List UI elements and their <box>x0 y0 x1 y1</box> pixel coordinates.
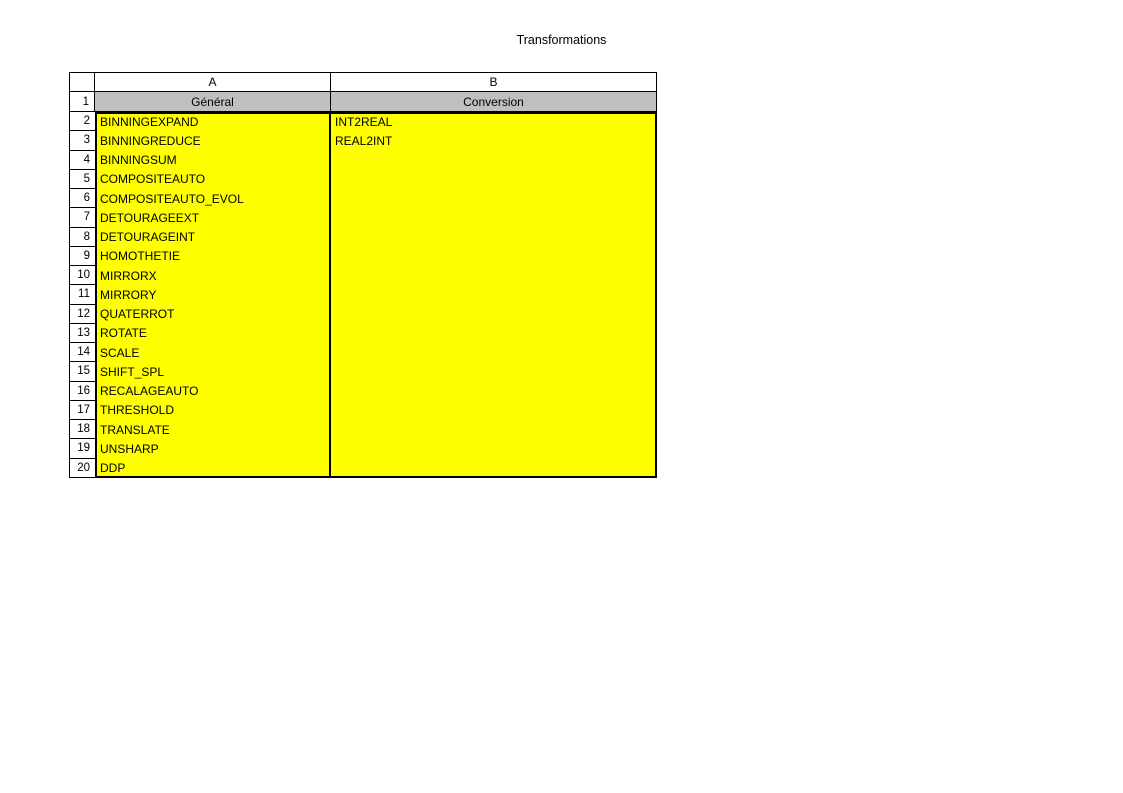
table-row <box>69 420 657 439</box>
row-number: 14 <box>69 343 95 362</box>
row-number: 4 <box>69 151 95 170</box>
cell-a: DDP <box>95 459 331 478</box>
table-row <box>69 459 657 478</box>
row-number: 9 <box>69 247 95 266</box>
table-row <box>69 266 657 285</box>
cell-a: THRESHOLD <box>95 401 331 420</box>
row-number: 13 <box>69 324 95 343</box>
table-row <box>69 228 657 247</box>
cell-a: RECALAGEAUTO <box>95 382 331 401</box>
cell-a: HOMOTHETIE <box>95 247 331 266</box>
cell-a: BINNINGSUM <box>95 151 331 170</box>
row-number: 7 <box>69 208 95 227</box>
cell-a: TRANSLATE <box>95 420 331 439</box>
cell-a: BINNINGEXPAND <box>95 112 331 131</box>
cell-b <box>331 382 657 401</box>
table-row <box>69 382 657 401</box>
cell-a: SHIFT_SPL <box>95 362 331 381</box>
table-row <box>69 401 657 420</box>
table-row <box>69 305 657 324</box>
table-row <box>69 208 657 227</box>
row-number: 6 <box>69 189 95 208</box>
row-number: 2 <box>69 112 95 131</box>
cell-b <box>331 266 657 285</box>
row-number: 19 <box>69 439 95 458</box>
table-row <box>69 247 657 266</box>
cell-a: COMPOSITEAUTO_EVOL <box>95 189 331 208</box>
cell-b <box>331 362 657 381</box>
row-number: 5 <box>69 170 95 189</box>
corner-cell <box>69 72 95 92</box>
row-number: 8 <box>69 228 95 247</box>
spreadsheet-table <box>69 72 657 478</box>
column-header-a: A <box>95 72 331 92</box>
table-row <box>69 362 657 381</box>
cell-b <box>331 459 657 478</box>
cell-b <box>331 343 657 362</box>
table-row <box>69 170 657 189</box>
cell-a1-general: Général <box>95 92 331 112</box>
row-number: 16 <box>69 382 95 401</box>
cell-b <box>331 305 657 324</box>
row-number: 17 <box>69 401 95 420</box>
cell-a: QUATERROT <box>95 305 331 324</box>
table-row <box>69 285 657 304</box>
cell-b <box>331 189 657 208</box>
row-number: 10 <box>69 266 95 285</box>
row-number: 15 <box>69 362 95 381</box>
table-row <box>69 112 657 131</box>
row-number: 20 <box>69 459 95 478</box>
table-row <box>69 189 657 208</box>
cell-a: DETOURAGEINT <box>95 228 331 247</box>
cell-b <box>331 439 657 458</box>
row-number: 18 <box>69 420 95 439</box>
row-number-1: 1 <box>69 92 95 112</box>
cell-a: BINNINGREDUCE <box>95 131 331 150</box>
cell-a: MIRRORX <box>95 266 331 285</box>
cell-b <box>331 170 657 189</box>
cell-b1-conversion: Conversion <box>331 92 657 112</box>
cell-b <box>331 247 657 266</box>
table-row <box>69 151 657 170</box>
header-row-1 <box>69 92 657 112</box>
cell-b <box>331 208 657 227</box>
row-number: 11 <box>69 285 95 304</box>
cell-a: MIRRORY <box>95 285 331 304</box>
data-rows-region <box>69 112 657 478</box>
cell-b <box>331 420 657 439</box>
table-row <box>69 439 657 458</box>
row-number: 12 <box>69 305 95 324</box>
table-row <box>69 343 657 362</box>
cell-b <box>331 151 657 170</box>
row-number: 3 <box>69 131 95 150</box>
cell-a: COMPOSITEAUTO <box>95 170 331 189</box>
cell-a: DETOURAGEEXT <box>95 208 331 227</box>
page-title: Transformations <box>516 33 607 47</box>
cell-b <box>331 324 657 343</box>
cell-a: ROTATE <box>95 324 331 343</box>
table-row <box>69 131 657 150</box>
table-row <box>69 324 657 343</box>
cell-b: REAL2INT <box>331 131 657 150</box>
cell-b: INT2REAL <box>331 112 657 131</box>
cell-a: SCALE <box>95 343 331 362</box>
cell-b <box>331 228 657 247</box>
cell-a: UNSHARP <box>95 439 331 458</box>
column-header-b: B <box>331 72 657 92</box>
cell-b <box>331 285 657 304</box>
column-letter-row <box>69 72 657 92</box>
cell-b <box>331 401 657 420</box>
